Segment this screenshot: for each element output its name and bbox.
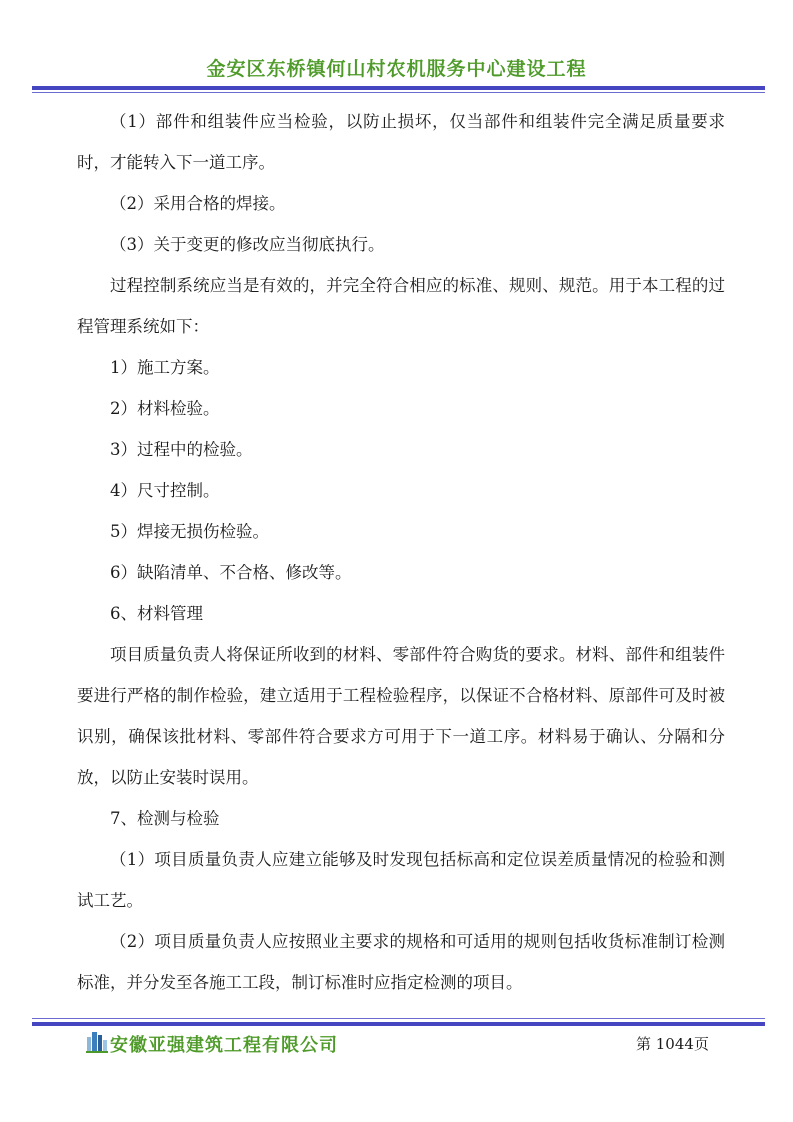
header-title: 金安区东桥镇何山村农机服务中心建设工程 xyxy=(206,58,587,80)
document-body xyxy=(77,101,725,1003)
list-item: 3）过程中的检验。 xyxy=(110,440,253,459)
paragraph: （2）采用合格的焊接。 xyxy=(110,194,286,213)
footer-company-name: 安徽亚强建筑工程有限公司 xyxy=(110,1035,338,1056)
page-number: 第 1044页 xyxy=(636,1035,709,1053)
paragraph: 项目质量负责人将保证所收到的材料、零部件符合购货的要求。材料、部件和组装件要进行严格的制作检验，建立适用于工程检验程序，以保证不合格材料、原部件可及时被识别，确保该批材料、零部件符合要求方可用于下一道工序。材料易于确认、分隔和分放，以防止安装时误用。 xyxy=(77,645,725,787)
section-heading: 6、材料管理 xyxy=(110,604,203,623)
list-item: 5）焊接无损伤检验。 xyxy=(110,522,269,541)
footer-rule-thick xyxy=(32,1022,765,1026)
header-rule-thick xyxy=(32,86,765,90)
header-rule-thin xyxy=(32,92,765,93)
paragraph: （1）部件和组装件应当检验，以防止损坏，仅当部件和组装件完全满足质量要求时，才能转入下一道工序。 xyxy=(77,112,725,172)
list-item: 4）尺寸控制。 xyxy=(110,481,220,500)
list-item: 6）缺陷清单、不合格、修改等。 xyxy=(110,563,352,582)
list-item: 1）施工方案。 xyxy=(110,358,220,377)
section-heading: 7、检测与检验 xyxy=(110,809,220,828)
paragraph: （3）关于变更的修改应当彻底执行。 xyxy=(110,235,385,254)
paragraph: （1）项目质量负责人应建立能够及时发现包括标高和定位误差质量情况的检验和测试工艺。 xyxy=(77,850,725,910)
building-logo-icon xyxy=(86,1029,108,1053)
paragraph: 过程控制系统应当是有效的，并完全符合相应的标准、规则、规范。用于本工程的过程管理系统如下： xyxy=(77,276,725,336)
paragraph: （2）项目质量负责人应按照业主要求的规格和可适用的规则包括收货标准制订检测标准，并分发至各施工工段，制订标准时应指定检测的项目。 xyxy=(77,932,725,992)
list-item: 2）材料检验。 xyxy=(110,399,220,418)
footer-rule-thin xyxy=(32,1018,765,1019)
